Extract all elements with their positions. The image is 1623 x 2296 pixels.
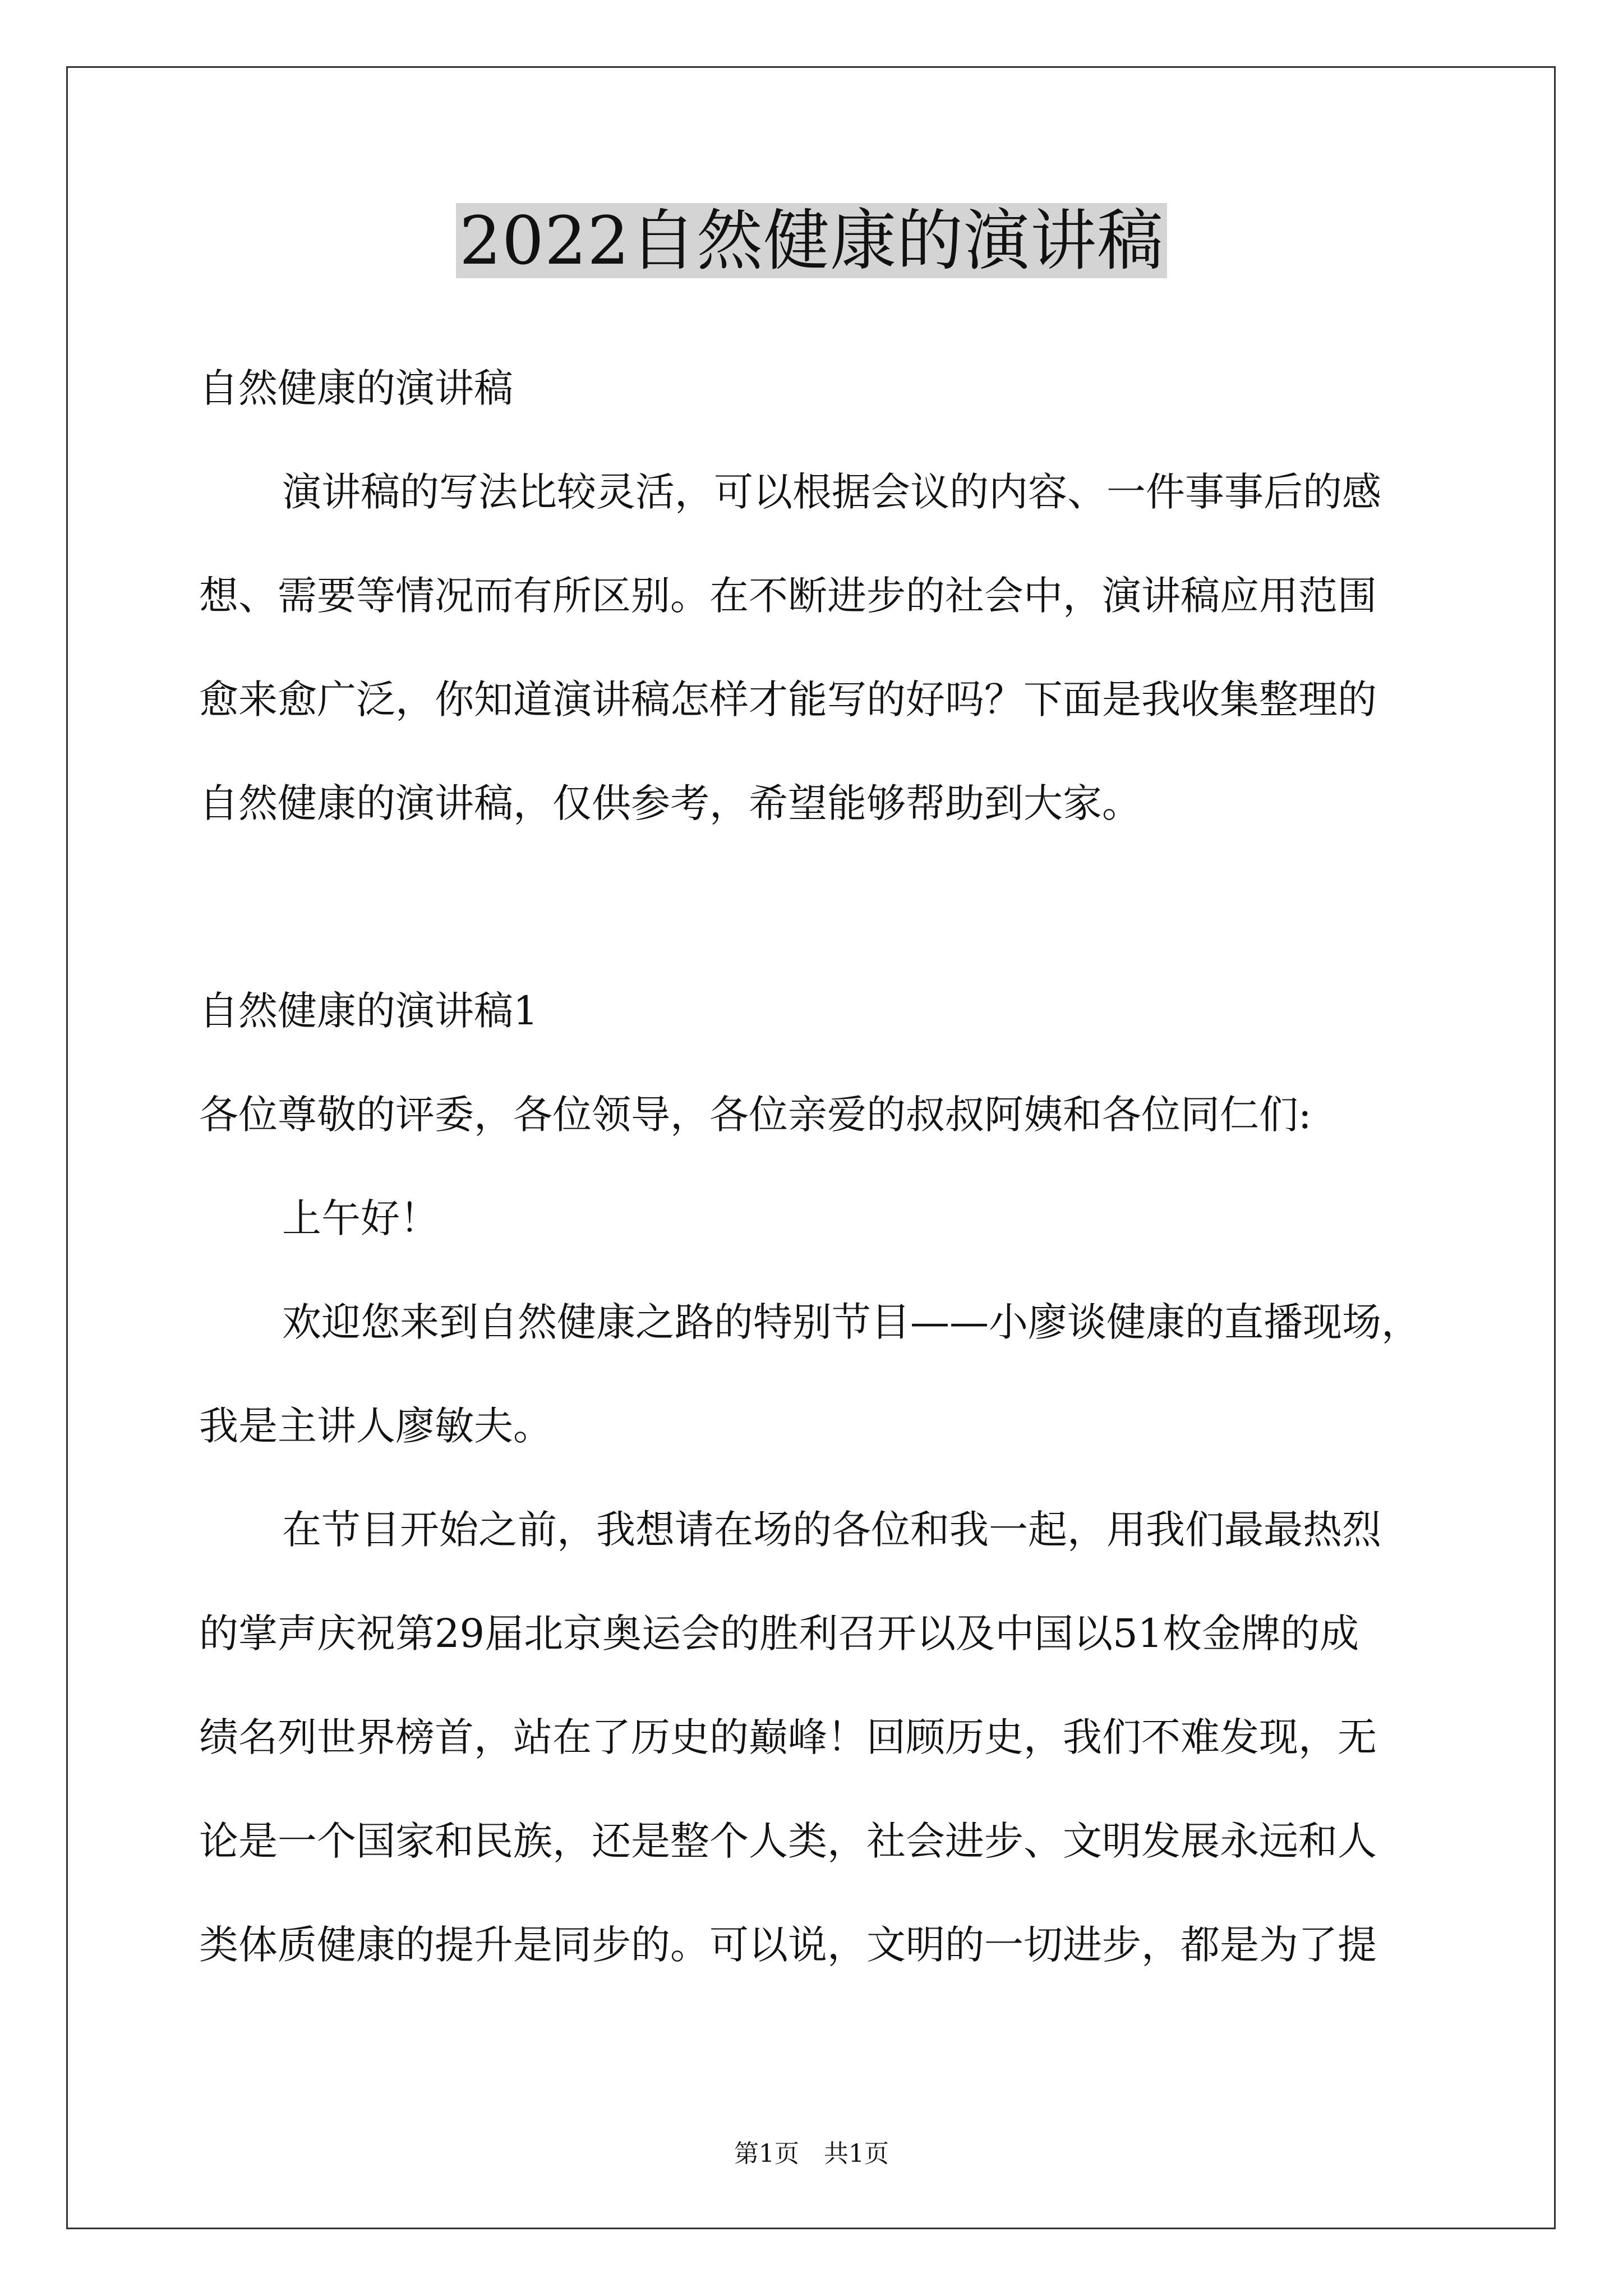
salutation: 各位尊敬的评委，各位领导，各位亲爱的叔叔阿姨和各位同仁们: (199, 1092, 1312, 1138)
document-body (199, 337, 1436, 1997)
paragraph2-line-2: 的掌声庆祝第29届北京奥运会的胜利召开以及中国以51枚金牌的成 (199, 1611, 1359, 1657)
document-subtitle: 自然健康的演讲稿 (199, 365, 513, 411)
paragraph2-line-5: 类体质健康的提升是同步的。可以说，文明的一切进步，都是为了提 (199, 1922, 1377, 1968)
paragraph2-line-4: 论是一个国家和民族，还是整个人类，社会进步、文明发展永远和人 (199, 1818, 1377, 1864)
paragraph1-line-2: 我是主讲人廖敏夫。 (199, 1403, 552, 1449)
paragraph2-line-1: 在节目开始之前，我想请在场的各位和我一起，用我们最最热烈 (282, 1507, 1381, 1553)
greeting: 上午好！ (282, 1195, 439, 1241)
intro-line-1: 演讲稿的写法比较灵活，可以根据会议的内容、一件事事后的感 (282, 469, 1381, 515)
intro-line-2: 想、需要等情况而有所区别。在不断进步的社会中，演讲稿应用范围 (199, 573, 1377, 619)
paragraph1-line-1: 欢迎您来到自然健康之路的特别节目——小廖谈健康的直播现场， (282, 1299, 1421, 1345)
intro-line-4: 自然健康的演讲稿，仅供参考，希望能够帮助到大家。 (199, 780, 1141, 826)
paragraph-gap (199, 855, 1436, 959)
intro-line-3: 愈来愈广泛，你知道演讲稿怎样才能写的好吗？下面是我收集整理的 (199, 677, 1377, 723)
title-container (0, 203, 1623, 278)
section-heading: 自然健康的演讲稿1 (199, 988, 538, 1034)
paragraph2-line-3: 绩名列世界榜首，站在了历史的巅峰！回顾历史，我们不难发现，无 (199, 1714, 1377, 1760)
document-title: 2022自然健康的演讲稿 (456, 203, 1167, 278)
page-footer: 第1页 共1页 (734, 2139, 889, 2168)
